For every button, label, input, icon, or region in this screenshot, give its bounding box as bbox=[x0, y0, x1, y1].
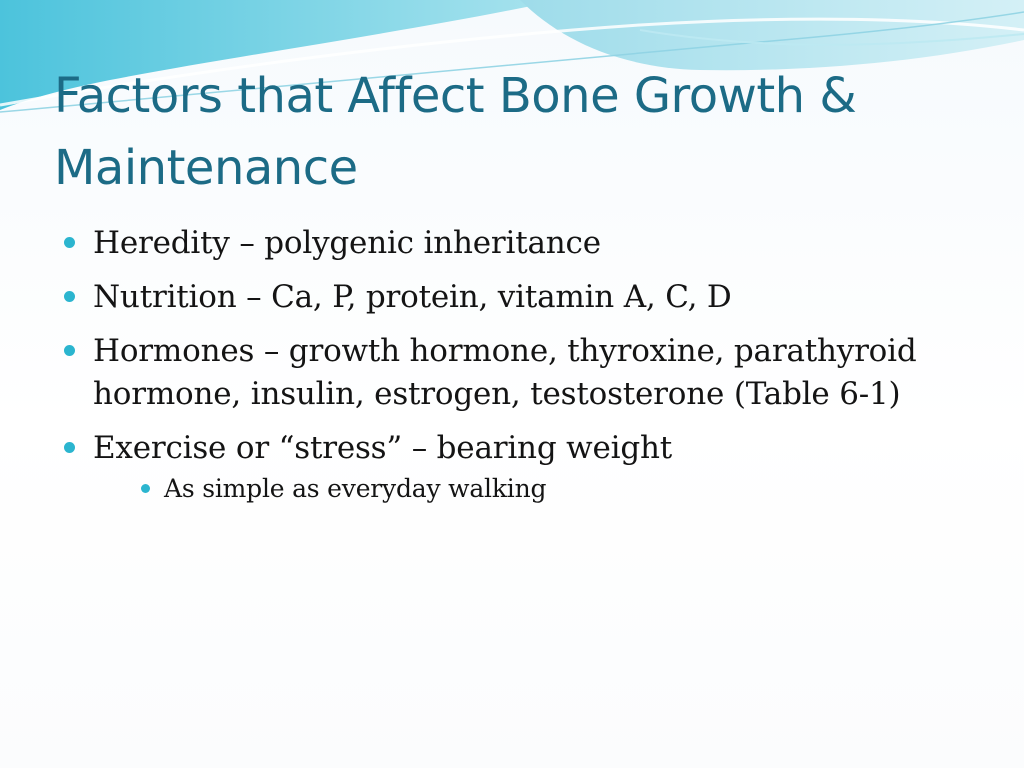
bullet-list bbox=[62, 222, 982, 506]
sub-bullet-list bbox=[93, 472, 982, 506]
sub-bullet-dot-icon bbox=[141, 484, 150, 493]
bullet-dot-icon bbox=[64, 237, 75, 248]
bullet-item-heredity bbox=[62, 222, 982, 265]
slide-title: Factors that Affect Bone Growth & Maintenance bbox=[54, 68, 857, 196]
bullet-dot-icon bbox=[64, 291, 75, 302]
bullet-item-exercise bbox=[62, 427, 982, 506]
sub-bullet-item-walking bbox=[133, 472, 982, 506]
sub-bullet-text: As simple as everyday walking bbox=[164, 474, 547, 503]
bullet-text: Hormones – growth hormone, thyroxine, parathyroid hormone, insulin, estrogen, testosterone (Table 6-1) bbox=[93, 333, 917, 412]
bullet-text: Exercise or “stress” – bearing weight bbox=[93, 430, 672, 466]
bullet-item-nutrition bbox=[62, 276, 982, 319]
bullet-text: Nutrition – Ca, P, protein, vitamin A, C, D bbox=[93, 279, 732, 315]
bullet-dot-icon bbox=[64, 442, 75, 453]
bullet-text: Heredity – polygenic inheritance bbox=[93, 225, 601, 261]
bullet-dot-icon bbox=[64, 345, 75, 356]
slide-content bbox=[62, 222, 982, 517]
bullet-item-hormones bbox=[62, 330, 982, 416]
